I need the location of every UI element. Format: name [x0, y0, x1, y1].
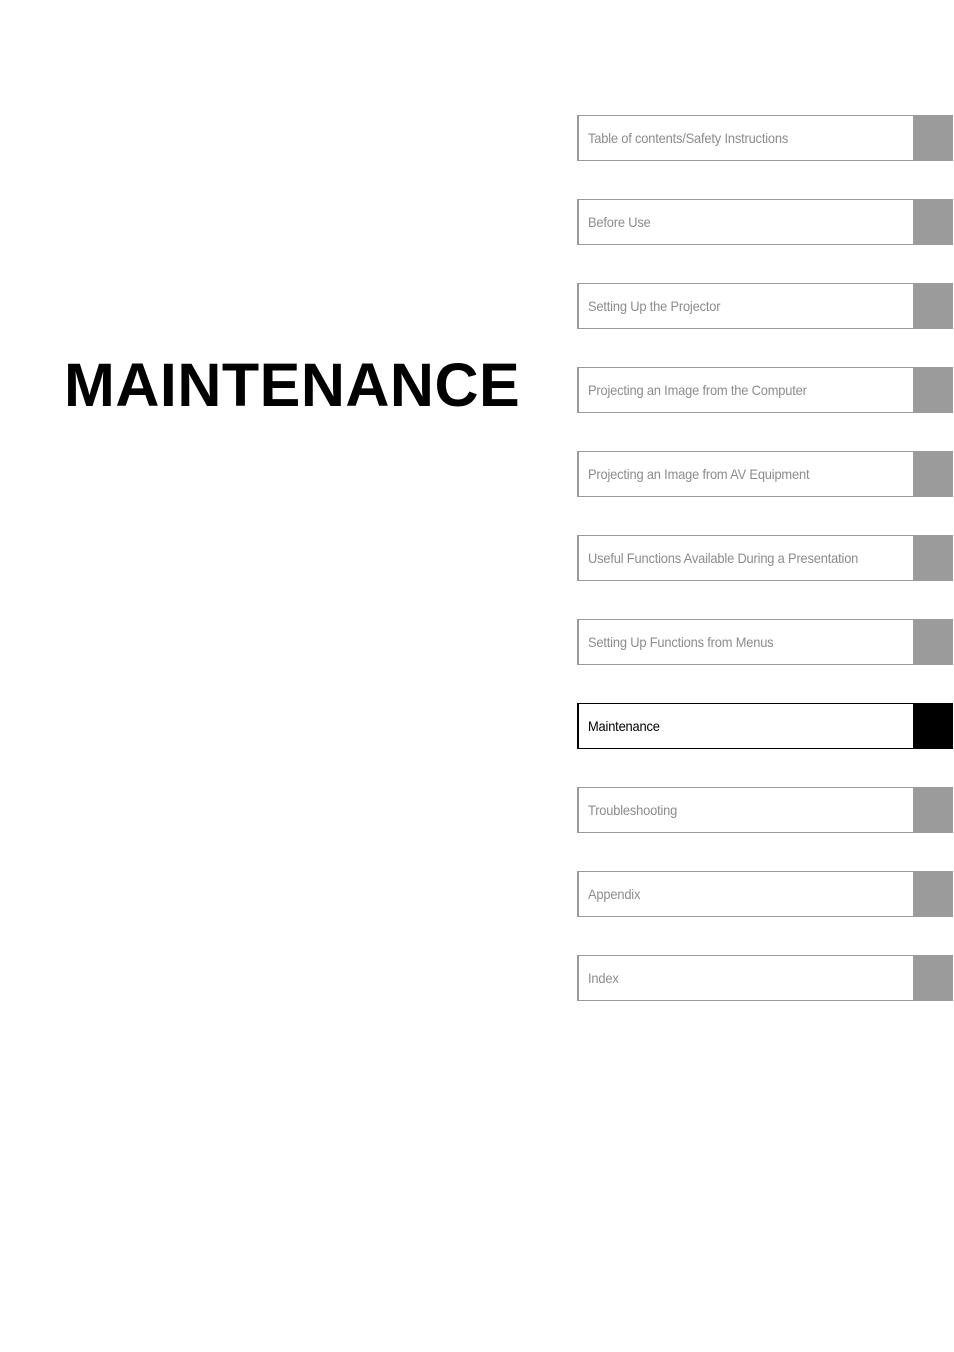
tab-maintenance[interactable]: [577, 703, 953, 749]
tab-projecting-from-computer[interactable]: [577, 367, 953, 413]
tab-label: Setting Up the Projector: [588, 298, 721, 314]
tab-label: Table of contents/Safety Instructions: [588, 130, 789, 146]
tab-marker: [913, 367, 953, 413]
tab-before-use[interactable]: [577, 199, 953, 245]
tab-label: Troubleshooting: [588, 802, 678, 818]
tab-marker: [913, 283, 953, 329]
tab-label: Setting Up Functions from Menus: [588, 634, 774, 650]
tab-troubleshooting[interactable]: [577, 787, 953, 833]
tab-marker: [913, 619, 953, 665]
tab-marker: [913, 955, 953, 1001]
tab-marker: [913, 871, 953, 917]
tab-marker: [913, 115, 953, 161]
tab-marker: [913, 451, 953, 497]
tab-useful-functions[interactable]: [577, 535, 953, 581]
tab-marker: [913, 535, 953, 581]
tab-marker: [913, 199, 953, 245]
tab-projecting-from-av[interactable]: [577, 451, 953, 497]
tab-setting-up-functions-menus[interactable]: [577, 619, 953, 665]
tab-label: Useful Functions Available During a Presentation: [588, 550, 859, 566]
chapter-tab-nav: [577, 115, 953, 1039]
tab-label: Before Use: [588, 214, 651, 230]
tab-label: Maintenance: [588, 718, 660, 734]
tab-label: Index: [588, 970, 619, 986]
tab-index[interactable]: [577, 955, 953, 1001]
tab-label: Appendix: [588, 886, 641, 902]
tab-table-of-contents[interactable]: [577, 115, 953, 161]
page-title: MAINTENANCE: [64, 351, 521, 419]
tab-label: Projecting an Image from AV Equipment: [588, 466, 810, 482]
tab-marker: [913, 703, 953, 749]
tab-setting-up-projector[interactable]: [577, 283, 953, 329]
tab-label: Projecting an Image from the Computer: [588, 382, 807, 398]
tab-appendix[interactable]: [577, 871, 953, 917]
tab-marker: [913, 787, 953, 833]
